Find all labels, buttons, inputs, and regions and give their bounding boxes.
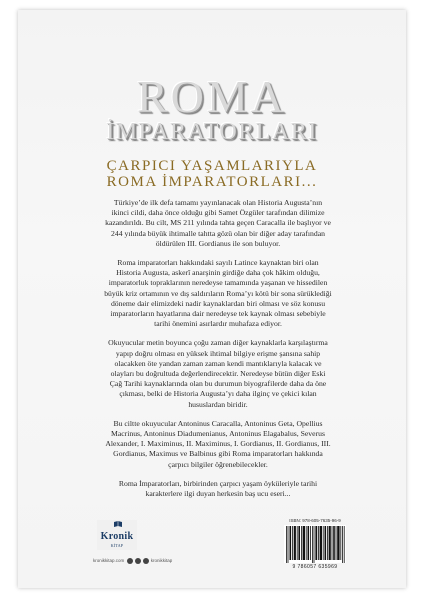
text-line: yapıp doğru olması en yüksek ihtimal bilgiye erişme şansına sahip — [115, 348, 321, 358]
text-line: hususlardan biridir. — [188, 399, 248, 409]
text-line: karakterlere ilgi duyan herkesin baş ucu eseri... — [145, 489, 291, 499]
blurb-text — [74, 198, 362, 508]
barcode-icon — [284, 525, 346, 563]
text-line: Türkiye’de ilk defa tamamı yayınlanacak olan Historia Augusta’nın — [113, 198, 323, 207]
text-line: ikinci cildi, daha önce olduğu gibi Samet Özgüler tarafından dilimize — [111, 208, 325, 218]
text-line: olacakken öte yandan zaman zaman kendi mantıklarıyla kalacak ve — [114, 358, 322, 368]
publisher-links — [93, 558, 183, 566]
text-line: büyük kriz ortamının ve dış saldırıların Roma’yı kötü bir sona sürüklediği — [104, 288, 332, 298]
text-line: imparatorların hayatlarına dair neredeyse tek kaynak olması sebebiyle — [110, 309, 326, 319]
blurb-paragraph-5 — [74, 479, 362, 499]
text-line: imparatorluk topraklarının neredeyse tamamında yaşanan ve hissedilen — [108, 278, 328, 288]
tagline — [18, 158, 406, 190]
text-line: Roma imparatorları hakkındaki sayılı Latince kaynaktan biri olan — [117, 258, 319, 268]
text-line: Okuyucular metin boyunca çoğu zaman diğer kaynaklarla karşılaştırma — [108, 338, 328, 348]
text-line: kazandırıldı. Bu cilt, MS 211 yılında tahta geçen Caracalla ile başlıyor ve — [105, 218, 331, 228]
text-line: Roma İmparatorları, birbirinden çarpıcı yaşam öyküleriyle tarihi — [118, 478, 318, 488]
tagline-line-1: ÇARPICI YAŞAMLARIYLA — [106, 158, 318, 174]
text-line: tarihi önemini asırlardır muhafaza ediyor. — [154, 319, 282, 329]
social-handle: kronikkitap — [150, 558, 173, 564]
book-title: ROMA — [136, 71, 288, 122]
text-line: çıkması, belki de Historia Augusta’yı daha ilginç ve çekici kılan — [119, 389, 317, 399]
blurb-paragraph-3 — [74, 338, 362, 409]
book-icon — [113, 520, 123, 528]
text-line: çarpıcı bilgiler öğrenebilecekler. — [168, 459, 268, 469]
barcode-block — [280, 518, 350, 574]
barcode-number: 9 786057 635969 — [292, 564, 338, 570]
text-line: Historia Augusta, askerî anarşinin girdiğe daha çok hâkim olduğu, — [116, 268, 320, 278]
isbn-label: ISBN: 978-605-7635-96-9 — [289, 518, 341, 523]
text-line: 244 yılında büyük ihtimalle tahtta gözü olan bir diğer aday tarafından — [111, 228, 325, 238]
publisher-sub: KİTAP — [110, 543, 124, 548]
text-line: Macrinus, Antoninus Diadumenianus, Antoninus Elagabalus, Severus — [111, 429, 325, 439]
publisher-logo — [97, 520, 137, 550]
tagline-line-2: ROMA İMPARATORLARI... — [106, 174, 318, 190]
text-line: olayları bu doğrultuda değerlendirecektir. Neredeyse bütün diğer Eski — [110, 369, 326, 379]
text-line: öldürülen III. Gordianus ile son buluyor. — [155, 238, 281, 248]
blurb-paragraph-1 — [74, 198, 362, 249]
text-line: Alexander, I. Maximinus, II. Maximinus, I. Gordianus, II. Gordianus, III. — [105, 439, 331, 449]
text-line: döneme dair elimizdeki nadir kaynaklardan biri olması ve söz konusu — [110, 298, 326, 308]
facebook-icon[interactable] — [127, 558, 133, 564]
publisher-name: Kronik — [100, 531, 134, 542]
instagram-icon[interactable] — [135, 558, 141, 564]
blurb-paragraph-4 — [74, 419, 362, 470]
twitter-icon[interactable] — [143, 558, 149, 564]
blurb-paragraph-2 — [74, 258, 362, 329]
publisher-website[interactable]: kronikkitap.com — [93, 558, 125, 564]
book-subtitle: İMPARATORLARI — [106, 119, 318, 145]
text-line: Gordianus, Maximus ve Balbinus gibi Roma imparatorları hakkında — [113, 449, 323, 459]
text-line: Çağ Tarihi kaynaklarında olan bu durumun biyografilerde daha da öne — [109, 379, 327, 389]
text-line: Bu ciltte okuyucular Antoninus Caracalla, Antoninus Geta, Opellius — [113, 418, 323, 428]
book-back-cover — [18, 10, 406, 588]
